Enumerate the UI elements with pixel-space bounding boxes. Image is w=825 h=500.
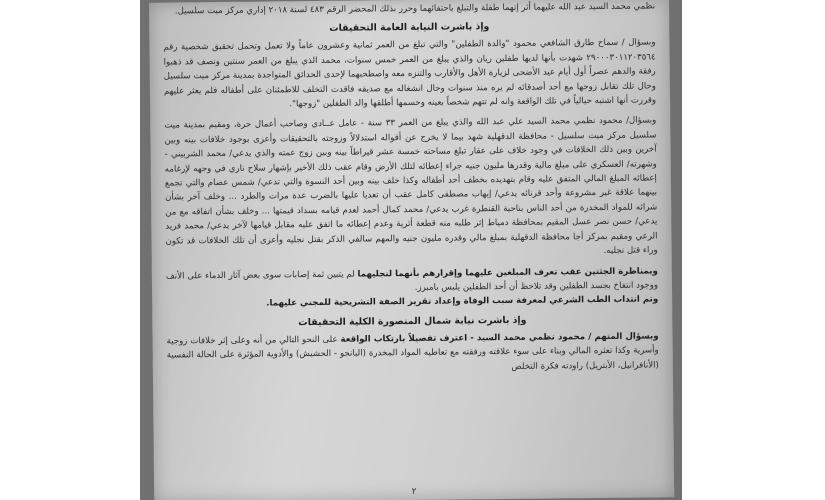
page-number: ٢ — [411, 486, 417, 497]
paragraph-accused-confession — [166, 329, 658, 377]
paragraph-father-testimony: وبسؤال/ محمود نظمي محمد السيد علي عبد الله والذي يبلغ من العمر ٣٣ سنة - عامل عــادي وصاحب أعمال حرة، ومقيم بمدينة ميت سلسيل مركز ميت سلسيل - محافظة الدقهلية شهد بيما لا يخرج عن أقواله استدلالاً وزوجته بالتحقيقات وأعزى بوجود خلافات بينه وبين آخرين وبين ذلك الخلافات في وجود خلاف على عقار تبلغ مساحته خمسة عشر قيراطاً بينه وبين زوج عمته والذي يدعي/ محمد الشربيني - وشهرته/ العسكري على مبلغ مالية وقدرها مليون جنيه جراء إعطائه لتلك الأرض وقام عقب ذلك الأخير بإشهار سلاح ناري في وجهه لإرغامه إعطائه المبلغ المالي المتفق عليه وقام بتهديده بخطف أحد أطفاله وكذا خلف بينه وبين أحد النسوة والتي تدعي/ شمس عصام والتي تجمع بينهما علاقة غير مشروعة وأحد قرنائه يدعي/ إيهاب مصطفى كامل عقب أن تعديا عليها بالضرب عدة مرات والطرد ... وخلف آخر بشأن شرائه للمواد المخدرة من أحد الناس بناحية القنطرة غرب يدعي/ محمد كمال أحمد لعدم قيامه بسداد قيمتها ... وخلف بشأن اتفاقه مع من يدعي/ حسن نصر عسل المقيم بمحافظة دمياط إثر طلبه منه قطعة أثرية وعدم إعطائه ما اتفق عليه مقابل قيامها لآخر يدعي/ محمد فريد الرعي ومقيم بمركز أجا محافظة الدقهلية بمبلغ مالي وقدره مليون جنيه والمهم سالفي الذكر بقتل نجليه وأعزى أن تلك الخلافات قد تكون وراء قتل نجليه. — [164, 115, 658, 257]
heading-public-prosecution: وإذ باشرت النيابة العامة التحقيقات — [329, 21, 490, 35]
accused-start-text: وبسؤال المتهم / محمود نظمي محمد السيد - — [467, 331, 659, 344]
document-photo — [140, 0, 682, 500]
heading-north-mansoura-prosecution: وإذ باشرت نيابة شمال المنصورة الكلية التحقيقات — [298, 314, 527, 328]
paper-sheet — [149, 0, 674, 500]
document-body — [163, 0, 659, 377]
confession-bold-text: اعترف تفصيلاً بارتكاب الواقعة — [340, 333, 468, 345]
inspection-bold-text: وبمناظرة الجثتين عقب تعرف المبلغين عليهما وإقرارهم بأنهما لنجليهما — [357, 265, 658, 280]
paragraph-mother-testimony: وبسؤال / سماح طارق الشافعي محمود "والدة الطفلين" والتي تبلغ من العمر ثمانية وعشرون عاماً ولا تعمل وتحمل تحقيق شخصية رقم ٢٩٠٠٠٣٠١١٢٠٣٥٦٤ شهدت بأنها لديها طفلين ريان والذي يبلغ من العمر خمس سنوات، محمد الذي يبلغ من العمر سنتين ونصف قد ذهبوا رفقة والدهم عصراً أول أيام عيد الأضحى لزيارة الأهل والأقارب والتنزه معه واصطحبهما لإحدى الحدائق المتواجدة بمدينة مركز ميت سلسيل وحال تلك تقابل زوجها مع أحد أصدقائه لم يره منذ سنوات وحال انشغاله مع صديقه فاقدت التخلف للاطمئنان على أطفاله فلم يعثر عليهم وقررت أنها اشتبه حيالياً في تلك الواقعة وانه لم تتهم شخصاً بعينه وحسمها أطلقها والد الطفلين "زوجها". — [163, 37, 657, 110]
confession-rest-text: على النحو التالي من أنه وعلى إثر خلافات زوجية وأسرية وكذا تعثره المالي وبناء على سوء علاقته ورفقته مع تعاطيه المواد المخدرة (البانجو - الحشيش) والأدوية المؤثرة على الحالة النفسية (الأنافرانيل، الأبتريل) راودته فكرة التخلص — [166, 334, 659, 372]
paragraph-intro: نظمي محمد السيد عبد الله عليهما أثر إتهما طفلة والتبلغ باحتفائهما وحرر بذلك المحضر الرقم ٤٨٣ لسنة ٢٠١٨ إداري مركز ميت سلسيل. — [174, 1, 656, 17]
inspection-rest-text: لم يتبين ثمة إصابات سوى بعض آثار الدماء على الأنف ووجود انتفاخ بجسد الطفلين وقد تلاحظ أن أحد الطفلين يلبس بامبرز. — [165, 269, 659, 293]
paragraph-forensic: وتم انتداب الطب الشرعي لمعرفة سبب الوفاة وإعداد تقرير الصفة التشريحية للمجني عليهما. — [266, 294, 659, 309]
